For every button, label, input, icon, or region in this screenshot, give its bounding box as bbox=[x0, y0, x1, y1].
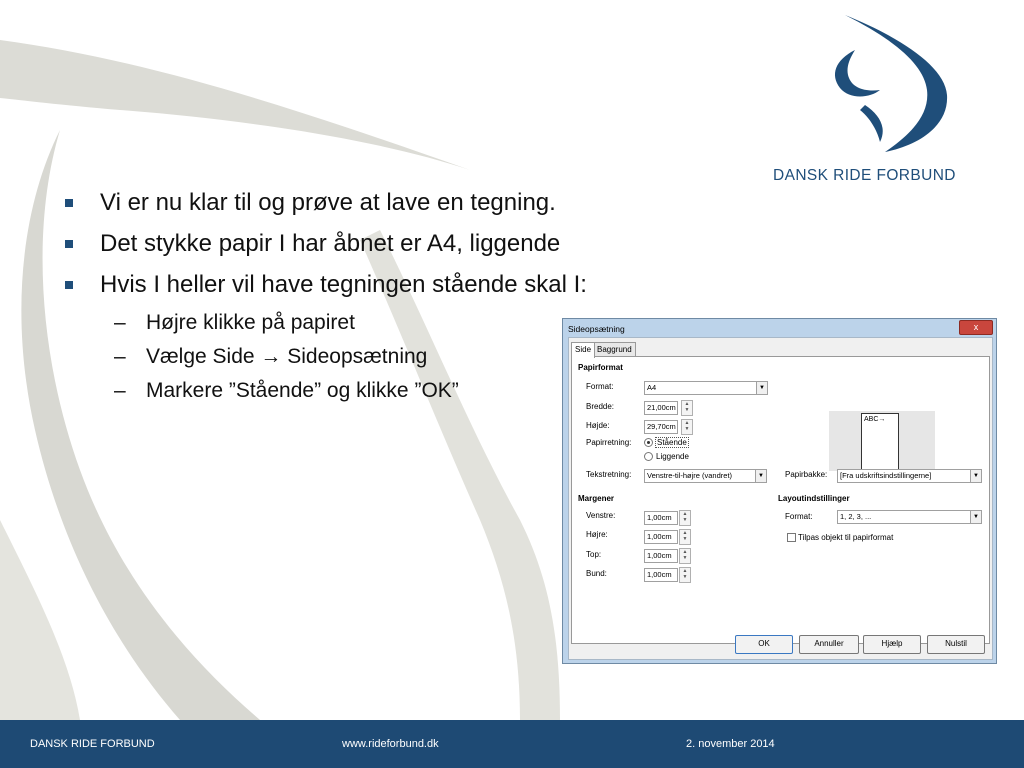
chevron-down-icon: ▼ bbox=[755, 470, 766, 482]
bullet-square-icon bbox=[65, 199, 73, 207]
dialog-panel bbox=[568, 337, 993, 660]
logo bbox=[770, 10, 1010, 184]
dash-icon: – bbox=[114, 379, 126, 402]
papirbakke-label: Papirbakke: bbox=[785, 470, 828, 479]
ok-button[interactable]: OK bbox=[735, 635, 793, 654]
layout-format-select[interactable]: 1, 2, 3, ... ▼ bbox=[837, 510, 982, 524]
footer-org: DANSK RIDE FORBUND bbox=[30, 738, 155, 750]
dash-icon: – bbox=[114, 311, 126, 334]
sub-bullet-item: – Vælge Side → Sideopsætning bbox=[114, 342, 459, 376]
bullet-square-icon bbox=[65, 240, 73, 248]
bullet-item: Det stykke papir I har åbnet er A4, liggende bbox=[60, 227, 587, 268]
bund-input[interactable]: 1,00cm bbox=[644, 568, 678, 582]
chevron-down-icon: ▼ bbox=[756, 382, 767, 394]
margener-header: Margener bbox=[578, 494, 615, 503]
hojde-spinner[interactable]: ▲ ▼ bbox=[681, 419, 693, 435]
chevron-down-icon: ▼ bbox=[970, 470, 981, 482]
bullet-square-icon bbox=[65, 281, 73, 289]
help-button[interactable]: Hjælp bbox=[863, 635, 921, 654]
close-button[interactable]: x bbox=[959, 320, 993, 335]
tab-side[interactable]: Side bbox=[571, 342, 595, 358]
hojde-label: Højde: bbox=[586, 421, 610, 430]
bullet-list bbox=[60, 186, 587, 309]
hojre-input[interactable]: 1,00cm bbox=[644, 530, 678, 544]
papirretning-label: Papirretning: bbox=[586, 438, 632, 447]
staende-label[interactable]: Stående bbox=[657, 438, 687, 447]
venstre-input[interactable]: 1,00cm bbox=[644, 511, 678, 525]
tab-content bbox=[571, 356, 990, 644]
bullet-item: Hvis I heller vil have tegningen stående skal I: bbox=[60, 268, 587, 309]
papirformat-header: Papirformat bbox=[578, 363, 623, 372]
footer bbox=[0, 720, 1024, 768]
sub-bullet-item: – Højre klikke på papiret bbox=[114, 308, 459, 342]
tab-baggrund[interactable]: Baggrund bbox=[593, 342, 636, 357]
tilpas-label[interactable]: Tilpas objekt til papirformat bbox=[798, 533, 894, 542]
dash-icon: – bbox=[114, 345, 126, 368]
sub-bullet-item: – Markere ”Stående” og klikke ”OK” bbox=[114, 376, 459, 410]
bredde-input[interactable]: 21,00cm bbox=[644, 401, 678, 415]
reset-button[interactable]: Nulstil bbox=[927, 635, 985, 654]
sub-bullet-list bbox=[114, 308, 459, 410]
bredde-label: Bredde: bbox=[586, 402, 615, 411]
footer-date: 2. november 2014 bbox=[686, 738, 775, 750]
venstre-label: Venstre: bbox=[586, 511, 616, 520]
papirbakke-select[interactable]: [Fra udskriftsindstillingerne] ▼ bbox=[837, 469, 982, 483]
hojre-label: Højre: bbox=[586, 530, 608, 539]
format-select[interactable]: A4 ▼ bbox=[644, 381, 768, 395]
venstre-spinner[interactable]: ▲ ▼ bbox=[679, 510, 691, 526]
tekstretning-label: Tekstretning: bbox=[586, 470, 632, 479]
cancel-button[interactable]: Annuller bbox=[799, 635, 859, 654]
bund-spinner[interactable]: ▲ ▼ bbox=[679, 567, 691, 583]
layout-format-label: Format: bbox=[785, 512, 813, 521]
horse-head-logo-icon bbox=[825, 10, 955, 160]
top-spinner[interactable]: ▲ ▼ bbox=[679, 548, 691, 564]
chevron-down-icon: ▼ bbox=[970, 511, 981, 523]
liggende-label[interactable]: Liggende bbox=[656, 452, 689, 461]
bullet-item: Vi er nu klar til og prøve at lave en tegning. bbox=[60, 186, 587, 227]
format-label: Format: bbox=[586, 382, 614, 391]
top-label: Top: bbox=[586, 550, 602, 559]
hojde-input[interactable]: 29,70cm bbox=[644, 420, 678, 434]
preview-text: ABC→ bbox=[864, 416, 886, 423]
page-setup-dialog bbox=[562, 318, 997, 664]
staende-radio[interactable] bbox=[644, 438, 653, 447]
tilpas-checkbox[interactable] bbox=[787, 533, 796, 542]
hojre-spinner[interactable]: ▲ ▼ bbox=[679, 529, 691, 545]
top-input[interactable]: 1,00cm bbox=[644, 549, 678, 563]
liggende-radio[interactable] bbox=[644, 452, 653, 461]
layout-header: Layoutindstillinger bbox=[778, 494, 850, 503]
bund-label: Bund: bbox=[586, 569, 607, 578]
logo-text: DANSK RIDE FORBUND bbox=[773, 167, 956, 184]
dialog-title: Sideopsætning bbox=[568, 324, 625, 334]
bredde-spinner[interactable]: ▲ ▼ bbox=[681, 400, 693, 416]
footer-url[interactable]: www.rideforbund.dk bbox=[342, 738, 439, 750]
tekstretning-select[interactable]: Venstre-til-højre (vandret) ▼ bbox=[644, 469, 767, 483]
